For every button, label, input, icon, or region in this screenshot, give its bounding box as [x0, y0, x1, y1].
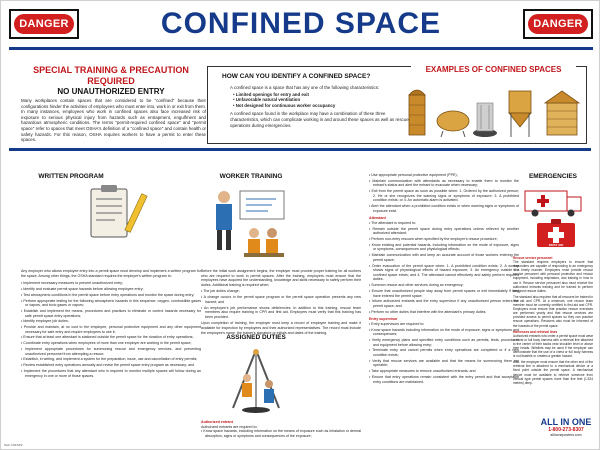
written-program-item: • Implement the procedures that any attendant who is required to monitor multiple spaces will follow during an emergency in one or more of those spaces. — [21, 369, 201, 378]
worker-training-item: • The job duties change; — [201, 289, 361, 294]
worker-training-item: • A change occurs in the permit space program or the permit space operation presents any new hazard; and — [201, 295, 361, 304]
attendant-list — [369, 221, 519, 314]
attendant-label: Attendant — [369, 216, 386, 221]
attendant-item: • The attendant is required to: — [369, 221, 519, 226]
danger-sign-left — [9, 9, 79, 39]
intro-paragraph: Many workplaces contain spaces that are considered to be "confined" because their configurations hinder the activities of employees who must enter into, work in or exit from them. In many instances, employees who work in confined spaces also face increased risk of exposure to serious physical injury from hazards such as entrapment, engulfment and hazardous atmospheric conditions. The terms "permit-required confined space" and "permit space" refer to spaces that meet OSHA's definition of a "confined space" and contain health or safety hazards. For this reason, OSHA requires workers to have a permit to enter these spaces. — [21, 98, 206, 143]
emergencies-illustration — [521, 183, 591, 251]
authorized-entrant-label: Authorized entrant — [201, 420, 233, 424]
intro-text — [21, 98, 206, 147]
entry-supervisor-label: Entry supervisor — [369, 317, 398, 322]
assigned-duties-title: ASSIGNED DUTIES — [226, 334, 286, 341]
identify-closing: A confined space found in the workplace may have a combination of these three characteristics, which can complicate working in and around these spaces as well as rescue operations during emergencies. — [230, 111, 409, 128]
publisher-mark: ALL IN ONE — [540, 417, 592, 427]
first-aid-kit-icon — [537, 219, 575, 247]
assigned-duties-illustration — [219, 344, 294, 414]
training-heading: SPECIAL TRAINING & PRECAUTION REQUIRED — [33, 65, 189, 86]
entry-supervisor-item: • Verify that rescue services are available and that the means for summoning them are operable; — [369, 359, 519, 368]
hopper-icon — [509, 91, 531, 137]
written-program-item: • Test atmospheric conditions in the permit space before entry operations and monitor the space during entry; — [21, 293, 201, 298]
entry-supervisor-item: • Terminate entry and cancel permits when entry operations are completed or if a new condition exists; — [369, 348, 519, 357]
written-program-item: • Ensure that at least one attendant is stationed outside the permit space for the duration of entry operations; — [21, 335, 201, 340]
danger-sign-left-label: DANGER — [14, 14, 74, 34]
poster-code: SAF CNFSP2 — [4, 443, 23, 447]
authorized-entrant-list — [201, 429, 361, 438]
worker-icon — [242, 374, 274, 403]
clipboard-icon — [91, 185, 127, 237]
pencil-icon — [125, 194, 147, 233]
emergencies-title: EMERGENCIES — [528, 173, 578, 180]
entrant-duty-item: • Alert the attendant when a prohibited condition exists or when warning signs or symptoms of exposure exist. — [369, 204, 519, 213]
harness-text-2: Also, the employer must ensure that the other end of the retrieval line is attached to a mechanical device or a fixed point outside the permit space. A mechanical device must be available to retrieve someone from vertical type permit spaces more than five feet (1.524 meters) deep. — [513, 360, 593, 385]
poster-header — [1, 1, 600, 55]
written-program-illustration — [81, 181, 171, 251]
entrant-duty-item: • Exit from the permit space as soon as possible when: 1. Ordered by the authorized person; 2. He or she recognizes the warning signs or symptoms of exposure; 3. A prohibited condition exists; or 4. An automatic alarm is activated. — [369, 189, 519, 203]
written-program-item: • Perform appropriate testing for the following atmospheric hazards in this sequence: oxygen, combustible gases or vapors, and toxic gases or vapors; — [21, 299, 201, 308]
emergencies-text — [513, 256, 593, 385]
attendant-item: • Perform non-entry rescues when specified by the employer's rescue procedure; — [369, 237, 519, 242]
written-program-item: • Coordinate entry operations when employees of more than one employer are working in the permit space; — [21, 341, 201, 346]
tank-icon — [437, 111, 469, 137]
identify-title: HOW CAN YOU IDENTIFY A CONFINED SPACE? — [222, 73, 371, 80]
title-divider — [9, 47, 593, 50]
identify-lead: A confined space is a space that has any one of the following characteristics: — [230, 85, 380, 90]
duties-continued-text — [369, 173, 519, 385]
identify-body — [230, 85, 410, 128]
authorized-entrant-item: • Know space hazards, including information on the means of exposure such as inhalation or dermal absorption, signs or symptoms and consequences of the exposure; — [201, 429, 361, 438]
entry-supervisor-list — [369, 322, 519, 384]
written-program-item: • Establish, in writing, and implement a system for the preparation, issue, use and cancellation of entry permits; — [21, 357, 201, 362]
written-program-item: • Review established entry operations annually and revise the permit space entry program as necessary; and — [21, 363, 201, 368]
attendant-item: • Inform authorized entrants and the entry supervisor if any unauthorized person enters the permit space; and — [369, 299, 519, 308]
entrant-duties-list — [369, 173, 519, 213]
publisher-phone: 1-800-273-8307 — [548, 427, 584, 433]
assigned-duties-text — [201, 420, 361, 440]
manhole-icon — [473, 103, 497, 137]
worker-training-text — [201, 269, 361, 335]
publisher-logo — [536, 417, 596, 438]
entry-supervisor-item: • Take appropriate measures to remove unauthorized entrants; and — [369, 369, 519, 374]
entry-supervisor-item: • Ensure that entry operations remain consistent with the entry permit and that acceptable entry conditions are maintained. — [369, 375, 519, 384]
worker-training-item: • An employee's job performance shows deficiencies. In addition to this training, rescue team members also require training in CPR and first aid. Employers must verify that this training has been provided. — [201, 306, 361, 320]
identify-list — [233, 92, 410, 109]
written-program-list — [21, 281, 201, 378]
written-program-item: • Implement appropriate procedures for summoning rescue and emergency services, and preventing unauthorized personnel from attempting a rescue; — [21, 347, 201, 356]
worker-training-title: WORKER TRAINING — [219, 173, 283, 180]
grain-bin-icon — [545, 91, 579, 135]
entry-supervisor-item: • Verify emergency plans and specified entry conditions such as permits, tests, procedures and equipment before allowing entry; — [369, 338, 519, 347]
attendant-item: • Perform no other duties that interfere with the attendant's primary duties. — [369, 310, 519, 315]
harness-label: Harnesses and retrieval lines — [513, 329, 558, 334]
rescue-personnel-text: The standard requires employers to ensure that responders are capable of responding to an emergency in a timely manner. Employers must provide rescue service personnel with personal protective and rescue equipment, including respirators, and training in how to use it. Rescue service personnel also must receive the authorized entrants training and be trained to perform assigned rescue duties. — [513, 260, 593, 293]
section-divider — [9, 148, 591, 151]
rescue-personnel-text-2: The standard also requires that all rescuers be trained in first aid and CPR. At a minimum, one rescue team member must be currently certified in first aid and CPR. Employers must ensure that practice rescue exercises are performed yearly and that rescue services are provided access to permit spaces so they can practice rescue operations. Rescuers also must be informed of the hazards of the permit space. — [513, 294, 593, 328]
written-program-lead: Any employer who allows employee entry into a permit space must develop and implement a written program for the space. Among other things, the OSHA standard requires the employer's written program to: — [21, 269, 201, 278]
confined-space-examples-illustration — [401, 81, 586, 141]
identify-item: • Unfavorable natural ventilation — [233, 97, 410, 103]
written-program-text — [21, 269, 201, 379]
whiteboard-icon — [240, 191, 284, 219]
worker-training-illustration — [206, 183, 291, 263]
written-program-item: • Provide and maintain, at no cost to the employee, personal protective equipment and any other equipment necessary for safe entry and require employees to use it; — [21, 325, 201, 334]
silo-icon — [409, 90, 425, 135]
danger-sign-right-label: DANGER — [528, 14, 588, 34]
written-program-item: • Identify employee job duties; — [21, 319, 201, 324]
ambulance-icon — [525, 191, 581, 217]
attendant-item: • Summon rescue and other services during an emergency; — [369, 283, 519, 288]
written-program-title: WRITTEN PROGRAM — [38, 173, 104, 180]
training-subheading: NO UNAUTHORIZED ENTRY — [57, 87, 165, 96]
authorized-entrant-lead: Authorized entrants are required to: — [201, 424, 258, 429]
entrant-duty-item: • Use appropriate personal protective equipment (PPE); — [369, 173, 519, 178]
identify-item: • Limited openings for entry and exit — [233, 92, 410, 98]
worker-training-lead: Before the initial work assignment begins, the employer must provide proper training for all workers who are required to work in permit spaces. After the training, employers must ensure that the employees have acquired the understanding, knowledge and skills necessary to safely perform their duties. Additional training is required when: — [201, 269, 361, 287]
attendant-item: • Remain outside the permit space during entry operations unless relieved by another authorized attendant; — [369, 227, 519, 236]
worker-training-closing: Upon completion of training, the employer must keep a record of employee training and make it available for inspection by employees and their authorized representatives. The record must include the employee's name, the trainer's signature or initials and dates of the training. — [201, 321, 361, 335]
trainee-icon — [244, 228, 284, 257]
entry-supervisor-item: • Know space hazards including information on the mode of exposure, signs or symptoms and consequences; — [369, 328, 519, 337]
harness-text: Authorized entrants who enter a permit space must wear a chest or full body harness with a retrieval line attached to the center of their backs near shoulder level or above their heads. Wristlets may be used if the employer can demonstrate that the use of a chest or full body harness is not feasible or creates a greater hazard. — [513, 333, 593, 359]
attendant-item: • Order evacuation of the permit space when: 1. A prohibited condition exists; 2. A worker shows signs of physiological effects of hazard exposure; 3. An emergency outside the confined space exists; and 4. The attendant cannot effectively and safely perform required duties. — [369, 264, 519, 282]
written-program-item: • Establish and implement the means, procedures and practices to eliminate or control hazards necessary for safe permit space entry operations; — [21, 309, 201, 318]
rescue-personnel-label: Rescue service personnel — [513, 256, 553, 260]
worker-training-list — [201, 289, 361, 319]
entry-supervisor-item: • Entry supervisors are required to: — [369, 322, 519, 327]
first-aid-kit-label: FIRST AID — [548, 243, 564, 247]
attendant-item: • Know existing and potential hazards, including information on the mode of exposure, signs or symptoms, consequences and physiological effects; — [369, 243, 519, 252]
danger-sign-right — [523, 9, 593, 39]
attendant-item: • Maintain communication with and keep an accurate account of those workers entering the permit space; — [369, 253, 519, 262]
written-program-item: • Identify and evaluate permit space hazards before allowing employee entry; — [21, 287, 201, 292]
examples-title: EXAMPLES OF CONFINED SPACES — [411, 63, 576, 76]
written-program-item: • Implement necessary measures to prevent unauthorized entry; — [21, 281, 201, 286]
publisher-url: allinoneposters.com — [550, 433, 582, 437]
attendant-item: • Ensure that unauthorized people stay away from permit spaces or exit immediately if they have entered the permit space; — [369, 289, 519, 298]
entrant-duty-item: • Maintain communication with attendants as necessary to enable them to monitor the entrant's status and alert the entrant to evacuate when necessary; — [369, 179, 519, 188]
trainer-icon — [216, 191, 232, 250]
poster-title: CONFINED SPACE — [160, 7, 442, 40]
training-heading-block — [21, 65, 201, 97]
identify-item: • Not designed for continuous worker occupancy — [233, 103, 410, 109]
